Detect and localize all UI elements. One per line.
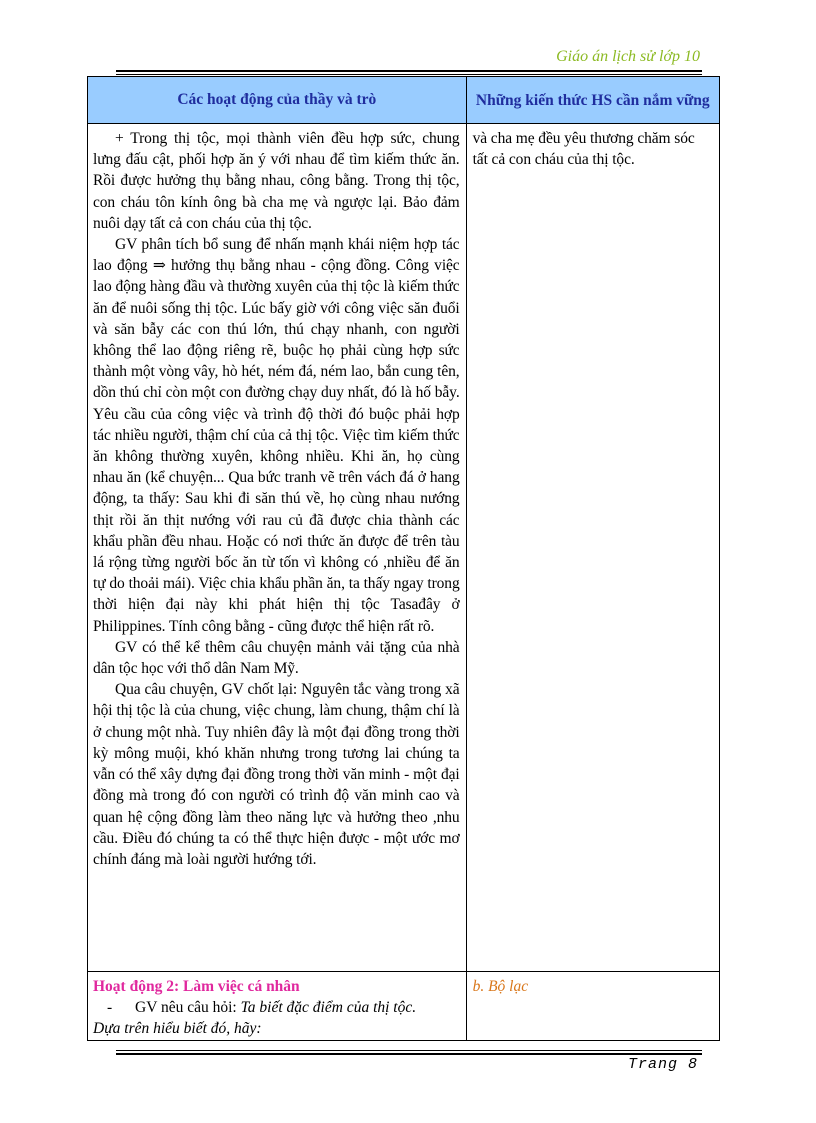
page-number: Trang 8 xyxy=(627,1056,698,1073)
header-divider xyxy=(116,70,702,75)
question-text: Ta biết đặc điểm của thị tộc. xyxy=(240,999,417,1016)
question-lead: GV nêu câu hỏi: xyxy=(135,999,241,1016)
footer-divider xyxy=(116,1050,702,1055)
col1-header: Các hoạt động của thầy và trò xyxy=(88,77,467,124)
paragraph: Qua câu chuyện, GV chốt lại: Nguyên tắc vàng trong xã hội thị tộc là của chung, việc chung, làm chung, thậm chí là ở chung một nhà. Tuy nhiên đây là một đại đồng trong thời kỳ mông muội, khó khăn nhưng trong tương lai chúng ta vẫn có thể xây dựng đại đồng trong thời văn minh - một đại đồng mà trong đó con người có trình độ văn minh cao và quan hệ cộng đồng làm theo năng lực và hưởng theo ,nhu cầu. Điều đó chúng ta có thể thực hiện được - một ước mơ chính đáng mà loài người hướng tới. xyxy=(93,681,460,868)
paragraph: + Trong thị tộc, mọi thành viên đều hợp sức, chung lưng đấu cật, phối hợp ăn ý với nhau để tìm kiếm thức ăn. Rồi được hưởng thụ bằng nhau, công bằng. Trong thị tộc, con cháu tôn kính ông bà cha mẹ và ngược lại. Bảo đảm nuôi dạy tất cả con cháu của thị tộc. xyxy=(93,130,460,232)
knowledge-cell xyxy=(466,124,719,972)
paragraph: GV phân tích bổ sung để nhấn mạnh khái niệm hợp tác lao động ⇒ hưởng thụ bằng nhau - cộng đồng. Công việc lao động hàng đầu và thường xuyên của thị tộc là kiếm thức ăn để nuôi sống thị tộc. Lúc bấy giờ với công việc săn đuổi và săn bẫy các con thú lớn, thú chạy nhanh, con người không thể lao động riêng rẽ, buộc họ phải cùng hợp sức thành một vòng vây, hò hét, ném đá, ném lao, bắn cung tên, dồn thú chỉ còn một con đường chạy duy nhất, đó là hố bẫy. Yêu cầu của công việc và trình độ thời đó buộc phải hợp tác nhiều người, thậm chí của cả thị tộc. Việc tìm kiếm thức ăn không thường xuyên, không nhiều. Khi ăn, họ cùng nhau ăn (kể chuyện... Qua bức tranh vẽ trên vách đá ở hang động, ta thấy: Sau khi đi săn thú về, họ cùng nhau nướng thịt rồi ăn thịt nướng với rau củ đã được chia thành các khẩu phần đều nhau. Hoặc có nơi thức ăn được để trên tàu lá rộng từng người bốc ăn từ tốn vì không có ,nhiều để ăn tự do thoải mái). Việc chia khẩu phần ăn, ta thấy ngay trong thời hiện đại này khi phát hiện thị tộc Tasađây ở Philippines. Tính công bằng - cũng được thể hiện rất rõ. xyxy=(93,236,460,635)
activity-2-title: Hoạt động 2: Làm việc cá nhân xyxy=(93,978,300,995)
activity-2-cell xyxy=(88,972,467,1041)
question-continuation: Dựa trên hiểu biết đó, hãy: xyxy=(93,1020,262,1037)
activities-cell xyxy=(88,124,467,972)
paragraph: GV có thể kể thêm câu chuyện mảnh vải tặng của nhà dân tộc học với thổ dân Nam Mỹ. xyxy=(93,638,460,678)
table-row xyxy=(88,972,720,1041)
dash-bullet: - xyxy=(107,999,113,1016)
knowledge-text: và cha mẹ đều yêu thương chăm sóc tất cả con cháu của thị tộc. xyxy=(472,130,695,169)
activity-2-knowledge-cell xyxy=(466,972,719,1041)
table-row xyxy=(88,124,720,972)
section-heading-bo-lac: b. Bộ lạc xyxy=(472,978,529,995)
lesson-plan-table xyxy=(87,76,720,1041)
page-header-title: Giáo án lịch sử lớp 10 xyxy=(556,48,700,65)
col2-header: Những kiến thức HS cần nắm vững xyxy=(466,77,719,124)
activity-2-question xyxy=(93,997,460,1018)
table-header-row xyxy=(88,77,720,124)
